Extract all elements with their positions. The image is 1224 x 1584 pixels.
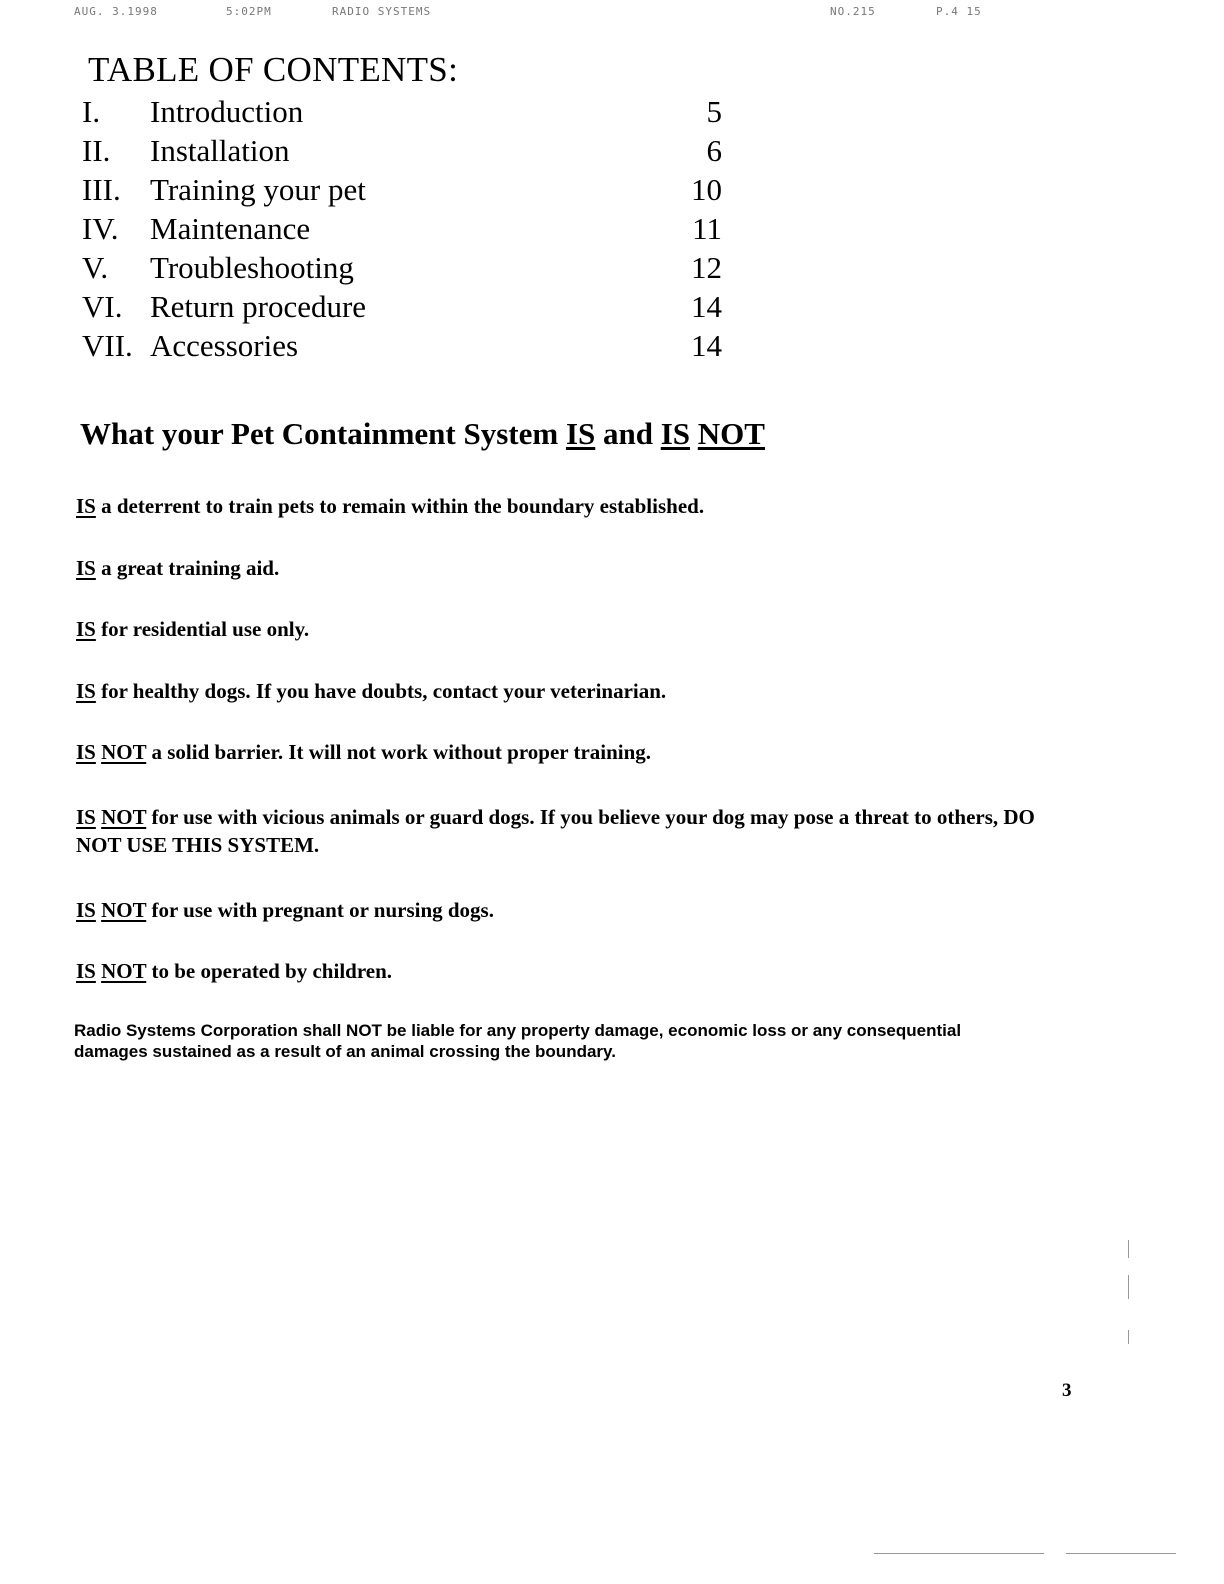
heading-is-2: IS (660, 416, 691, 451)
toc-item-number: V. (82, 250, 109, 285)
toc-item-page: 10 (691, 172, 722, 207)
scan-artifact (1066, 1553, 1176, 1554)
heading-prefix: What your Pet Containment System (80, 416, 559, 451)
fax-header (74, 5, 1004, 23)
statement-is-tag: IS (76, 494, 96, 518)
fax-number: NO.215 (830, 5, 876, 18)
toc-item-page: 14 (691, 289, 722, 324)
statement-is-tag: IS (76, 556, 96, 580)
toc-list (82, 92, 742, 365)
toc-item-number: IV. (82, 211, 119, 246)
heading-not: NOT (697, 416, 765, 451)
toc-item (82, 248, 742, 287)
section-heading (80, 416, 765, 452)
toc-item (82, 92, 742, 131)
fax-sender: RADIO SYSTEMS (332, 5, 432, 18)
toc-title: TABLE OF CONTENTS: (88, 50, 459, 89)
statement-not-tag: NOT (101, 805, 147, 829)
toc-item-number: VII. (82, 328, 133, 363)
toc-item-label: Maintenance (150, 211, 311, 246)
fax-date: AUG. 3.1998 (74, 5, 158, 18)
scan-artifact (874, 1553, 1044, 1554)
statement-text: to be operated by children. (151, 959, 393, 983)
toc-item-label: Troubleshooting (150, 250, 354, 285)
toc-item-page: 14 (691, 328, 722, 363)
heading-is: IS (565, 416, 596, 451)
statement-text: for healthy dogs. If you have doubts, contact your veterinarian. (101, 679, 667, 703)
toc-item (82, 170, 742, 209)
toc-item (82, 287, 742, 326)
statement-is-tag: IS (76, 679, 96, 703)
statement-is-tag: IS (76, 805, 96, 829)
statement-is-tag: IS (76, 617, 96, 641)
toc-item-page: 11 (692, 211, 722, 246)
toc-item-number: VI. (82, 289, 123, 324)
scan-artifact (1128, 1330, 1129, 1344)
statement (76, 803, 1076, 859)
statement-not-tag: NOT (101, 898, 147, 922)
statement-is-tag: IS (76, 898, 96, 922)
toc-item (82, 326, 742, 365)
statement-not-tag: NOT (101, 959, 147, 983)
toc-item-label: Introduction (150, 94, 304, 129)
toc-item-label: Accessories (150, 328, 299, 363)
toc-item-label: Training your pet (150, 172, 366, 207)
fax-time: 5:02PM (226, 5, 272, 18)
toc-item-number: III. (82, 172, 121, 207)
page-number: 3 (1062, 1380, 1072, 1401)
toc-item (82, 131, 742, 170)
statement-not-tag: NOT (101, 740, 147, 764)
scan-artifact (1128, 1240, 1129, 1258)
statement (76, 615, 1076, 643)
liability-disclaimer: Radio Systems Corporation shall NOT be liable for any property damage, economic loss or any consequential damages sustained as a result of an animal crossing the boundary. (74, 1021, 962, 1061)
fax-page: P.4 15 (936, 5, 982, 18)
heading-and: and (603, 416, 653, 451)
statement-is-tag: IS (76, 740, 96, 764)
toc-item-number: I. (82, 94, 101, 129)
statement-text: a deterrent to train pets to remain within the boundary established. (101, 494, 705, 518)
statement (76, 554, 1076, 582)
statement (76, 957, 1076, 985)
statement-text: for use with vicious animals or guard dogs. If you believe your dog may pose a threat to others, DO NOT USE THIS SYSTEM. (76, 805, 1035, 857)
toc-item-label: Installation (150, 133, 290, 168)
statement-text: for use with pregnant or nursing dogs. (151, 898, 494, 922)
toc-item-page: 5 (706, 94, 722, 129)
toc-item-label: Return procedure (150, 289, 367, 324)
statement (76, 896, 1076, 924)
statement-text: a solid barrier. It will not work without proper training. (151, 740, 652, 764)
statement (76, 492, 1076, 520)
toc-item-page: 12 (691, 250, 722, 285)
statement-text: a great training aid. (101, 556, 280, 580)
scan-artifact (1128, 1275, 1129, 1299)
toc-item-number: II. (82, 133, 111, 168)
statement-is-tag: IS (76, 959, 96, 983)
toc-item-page: 6 (706, 133, 722, 168)
statement-text: for residential use only. (101, 617, 310, 641)
statement (76, 677, 1076, 705)
toc-item (82, 209, 742, 248)
statement (76, 738, 1076, 766)
